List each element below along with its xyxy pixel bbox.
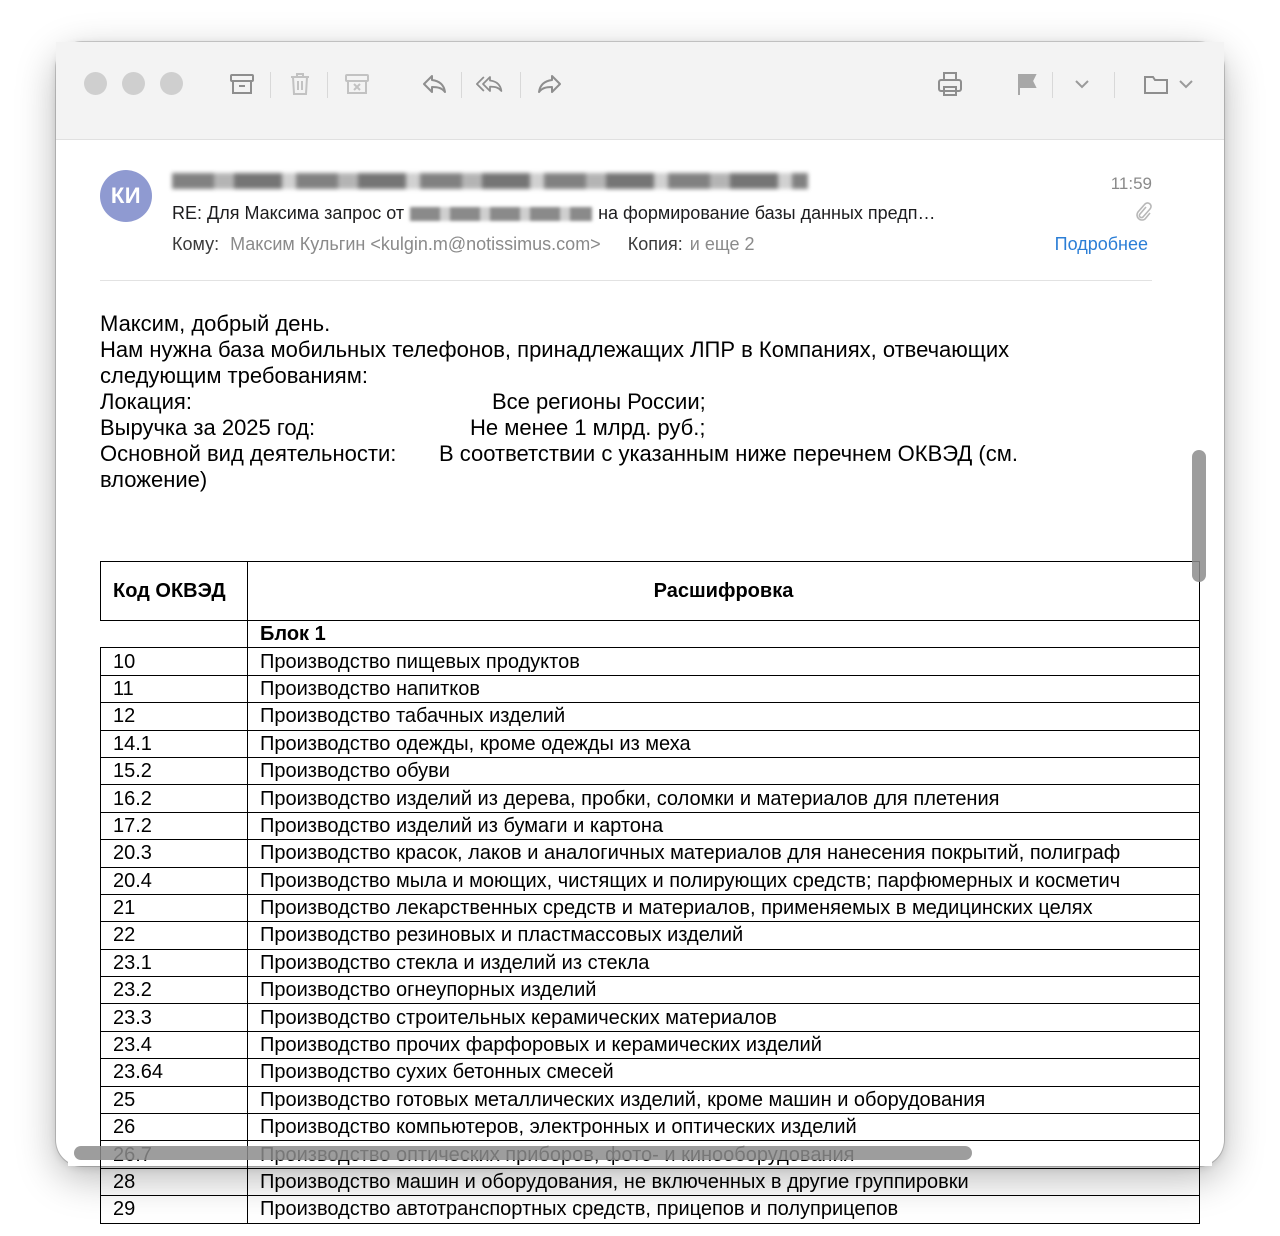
chevron-down-icon [1068,70,1096,98]
table-row [101,1004,1200,1031]
okved-description: Производство одежды, кроме одежды из меха [248,730,1200,757]
window-controls [84,72,183,95]
okved-code: 20.3 [101,840,248,867]
mail-window [56,42,1224,1221]
greeting: Максим, добрый день. [100,311,331,336]
okved-code: 25 [101,1086,248,1113]
location-row [100,389,1110,415]
table-row [101,1114,1200,1141]
table-row [101,1168,1200,1195]
table-row [101,867,1200,894]
vertical-scrollbar[interactable] [1192,450,1206,582]
reply-icon [420,70,448,98]
table-row [101,949,1200,976]
okved-description: Производство огнеупорных изделий [248,977,1200,1004]
okved-description: Производство стекла и изделий из стекла [248,949,1200,976]
to-label: Кому: [172,234,220,254]
column-header-desc: Расшифровка [248,562,1200,621]
okved-description: Производство сухих бетонных смесей [248,1059,1200,1086]
table-row [101,1031,1200,1058]
okved-description: Производство лекарственных средств и материалов, применяемых в медицинских целях [248,894,1200,921]
junk-icon [343,70,371,98]
avatar: КИ [100,170,152,222]
intro-line-1: Нам нужна база мобильных телефонов, принадлежащих ЛПР в Компаниях, отвечающих [100,337,1010,362]
minimize-window-button[interactable] [122,72,145,95]
okved-description: Производство красок, лаков и аналогичных материалов для нанесения покрытий, полиграф [248,840,1200,867]
table-row [101,812,1200,839]
table-row [101,1059,1200,1086]
table-row [101,894,1200,921]
sender-redacted [172,173,808,189]
message-body [100,311,1110,493]
okved-code: 16.2 [101,785,248,812]
archive-button[interactable] [226,68,258,100]
forward-icon [536,70,564,98]
revenue-row [100,415,1110,441]
okved-code: 17.2 [101,812,248,839]
okved-description: Производство табачных изделий [248,703,1200,730]
column-header-code: Код ОКВЭД [101,562,248,621]
chevron-down-icon [1172,70,1200,98]
okved-table [100,561,1200,1224]
activity-cont: вложение) [100,467,208,492]
okved-code: 21 [101,894,248,921]
revenue-value: Не менее 1 млрд. руб.; [470,415,706,440]
close-window-button[interactable] [84,72,107,95]
okved-description: Производство готовых металлических изделий, кроме машин и оборудования [248,1086,1200,1113]
location-label: Локация: [100,389,192,414]
cc-value[interactable]: и еще 2 [689,234,755,254]
okved-code: 15.2 [101,757,248,784]
print-button[interactable] [934,68,966,100]
okved-description: Производство строительных керамических материалов [248,1004,1200,1031]
attachment-icon [1134,202,1152,222]
okved-code: 23.4 [101,1031,248,1058]
block-title: Блок 1 [248,621,1200,648]
flag-button[interactable] [1011,68,1043,100]
reply-all-icon [476,70,504,98]
delete-button[interactable] [284,68,316,100]
reply-all-button[interactable] [474,68,506,100]
table-row [101,648,1200,675]
subject-prefix: RE: Для Максима запрос от [172,203,405,223]
table-row [101,757,1200,784]
to-value[interactable]: Максим Кульгин <kulgin.m@notissimus.com> [230,234,601,254]
block-code-cell [101,621,248,648]
okved-code: 22 [101,922,248,949]
okved-description: Производство мыла и моющих, чистящих и полирующих средств; парфюмерных и косметич [248,867,1200,894]
horizontal-scrollbar[interactable] [74,1146,972,1160]
table-row [101,675,1200,702]
okved-code: 11 [101,675,248,702]
subject-suffix: на формирование базы данных предп… [598,203,936,223]
location-value: Все регионы России; [492,389,706,414]
print-icon [936,70,964,98]
okved-code: 26 [101,1114,248,1141]
zoom-window-button[interactable] [160,72,183,95]
junk-button[interactable] [341,68,373,100]
okved-code: 20.4 [101,867,248,894]
table-row [101,922,1200,949]
revenue-label: Выручка за 2025 год: [100,415,316,440]
activity-value: В соответствии с указанным ниже перечнем ОКВЭД (см. [439,441,1018,466]
okved-code: 12 [101,703,248,730]
table-body [101,621,1200,1224]
recipients [172,234,754,255]
move-to-folder-icon [1142,70,1170,98]
cc-label: Копия: [627,234,683,254]
table-row [101,785,1200,812]
move-to-folder-button[interactable] [1140,68,1172,100]
okved-description: Производство пищевых продуктов [248,648,1200,675]
message-time: 11:59 [1110,174,1152,193]
okved-description: Производство компьютеров, электронных и оптических изделий [248,1114,1200,1141]
okved-code: 23.64 [101,1059,248,1086]
activity-row [100,441,1110,467]
reply-button[interactable] [418,68,450,100]
message-view [68,140,1212,1221]
flag-icon [1013,70,1041,98]
okved-code: 10 [101,648,248,675]
toolbar [56,42,1224,140]
table-row [101,730,1200,757]
okved-code: 29 [101,1196,248,1223]
okved-description: Производство обуви [248,757,1200,784]
intro-line-2: следующим требованиям: [100,363,368,388]
okved-code: 14.1 [101,730,248,757]
trash-icon [286,70,314,98]
message-subject [172,203,936,224]
details-link[interactable]: Подробнее [1054,234,1148,254]
subject-redacted [410,207,592,221]
header-divider [100,280,1152,281]
table-row [101,1196,1200,1223]
okved-description: Производство прочих фарфоровых и керамических изделий [248,1031,1200,1058]
activity-label: Основной вид деятельности: [100,441,397,466]
block-row [101,621,1200,648]
okved-code: 28 [101,1168,248,1195]
okved-code: 23.3 [101,1004,248,1031]
okved-description: Производство напитков [248,675,1200,702]
table-row [101,703,1200,730]
flag-menu-button[interactable] [1066,68,1098,100]
table-row [101,1086,1200,1113]
table-row [101,840,1200,867]
okved-description: Производство резиновых и пластмассовых изделий [248,922,1200,949]
table-row [101,977,1200,1004]
okved-description: Производство изделий из дерева, пробки, соломки и материалов для плетения [248,785,1200,812]
okved-description: Производство автотранспортных средств, прицепов и полуприцепов [248,1196,1200,1223]
move-menu-button[interactable] [1174,68,1198,100]
okved-code: 23.1 [101,949,248,976]
okved-code: 23.2 [101,977,248,1004]
okved-description: Производство изделий из бумаги и картона [248,812,1200,839]
table-header-row [101,562,1200,621]
forward-button[interactable] [534,68,566,100]
archive-icon [228,70,256,98]
okved-description: Производство машин и оборудования, не включенных в другие группировки [248,1168,1200,1195]
